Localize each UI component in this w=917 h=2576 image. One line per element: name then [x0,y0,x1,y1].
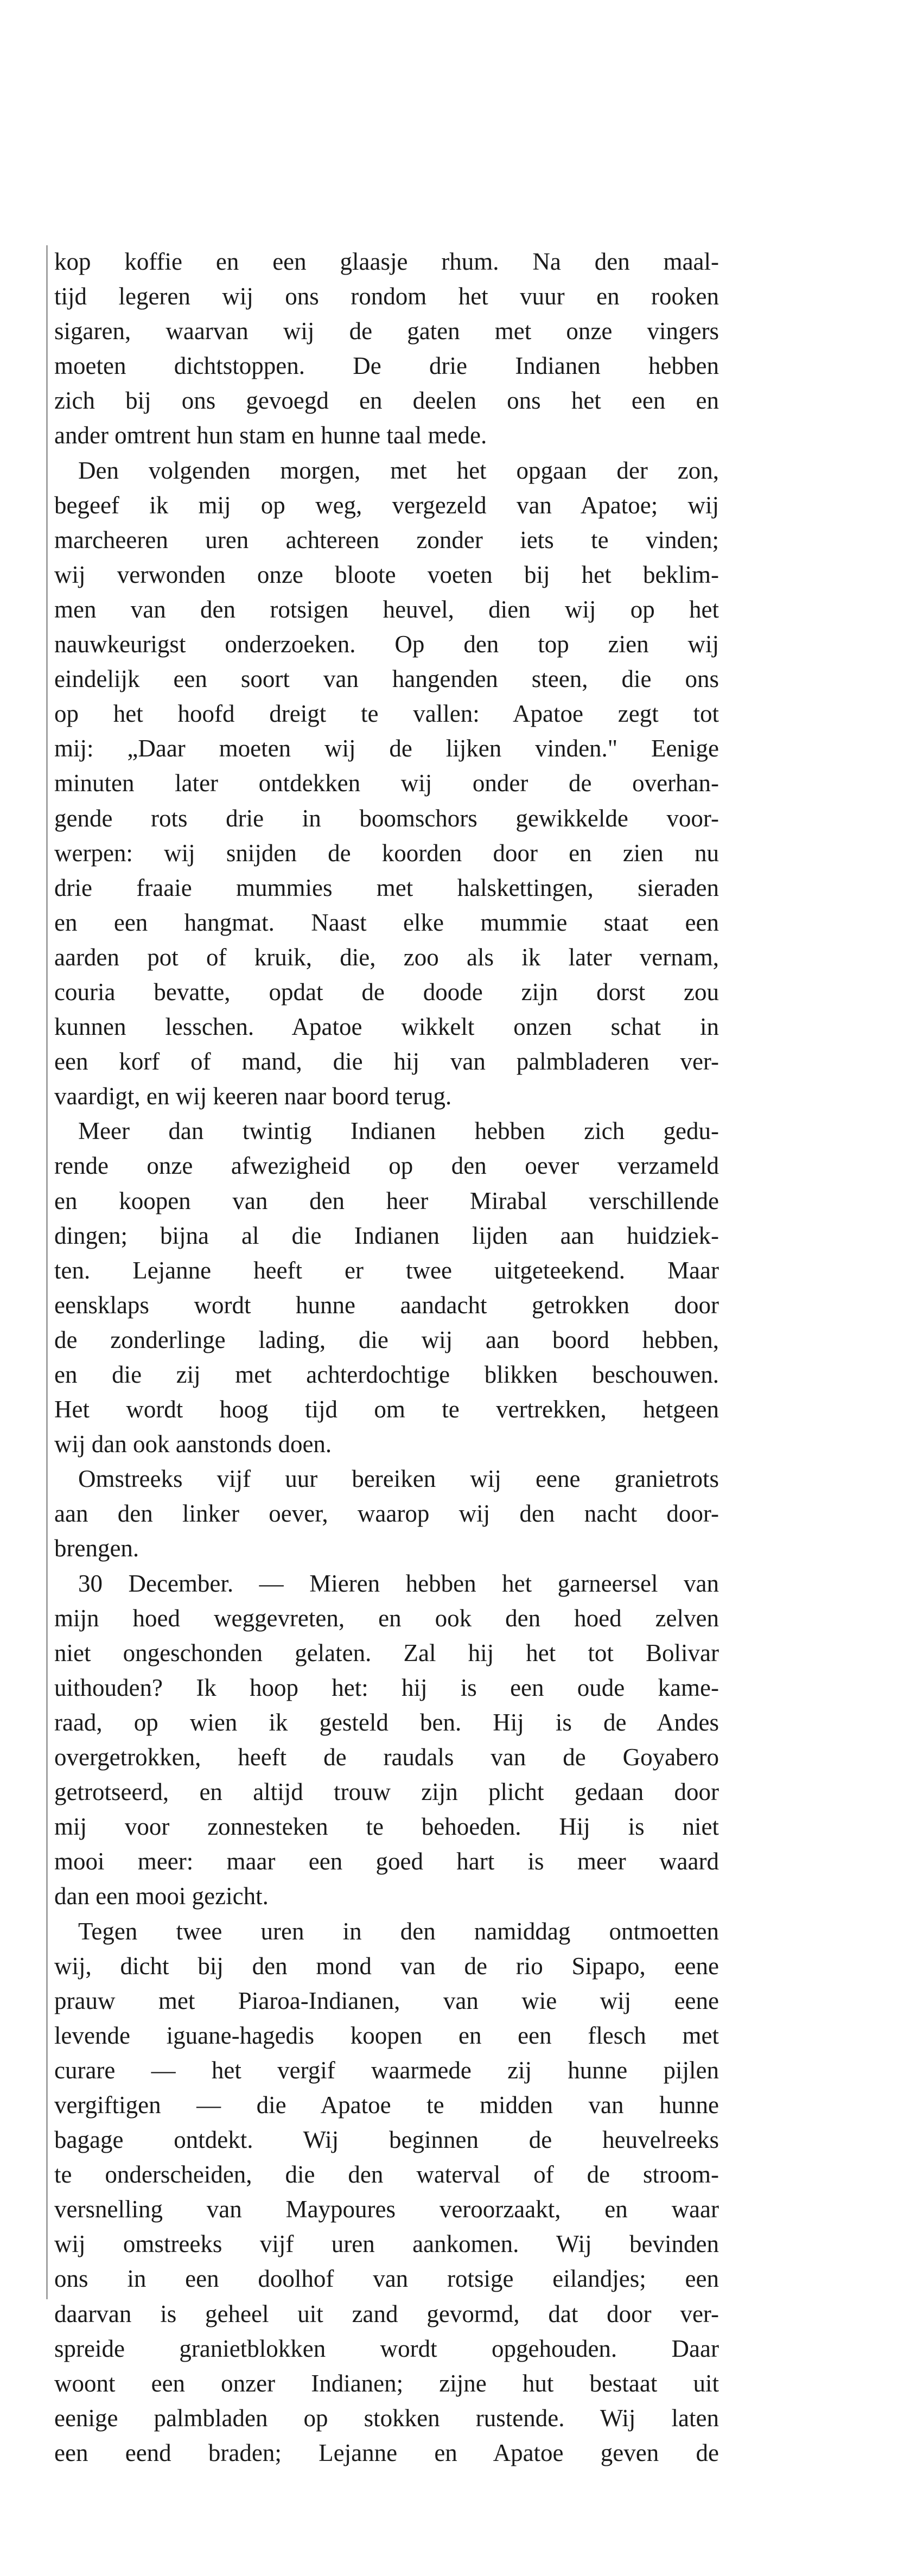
text-line: wij dan ook aanstonds doen. [54,1430,332,1458]
text-line: en die zij met achterdochtige blikken beschouwen. [54,1361,719,1388]
text-line: raad, op wien ik gesteld ben. Hij is de Andes [54,1708,719,1736]
text-line: bagage ontdekt. Wij beginnen de heuvelreeks [54,2126,719,2154]
text-line: levende iguane-hagedis koopen en een flesch met [54,2021,719,2049]
text-line: prauw met Piaroa-Indianen, van wie wij eene [54,1987,719,2014]
text-line: aarden pot of kruik, die, zoo als ik later vernam, [54,943,719,971]
text-line: eenige palmbladen op stokken rustende. Wij laten [54,2404,719,2432]
text-line: minuten later ontdekken wij onder de overhan- [54,769,719,797]
text-line: Meer dan twintig Indianen hebben zich gedu- [78,1117,719,1145]
text-line: uithouden? Ik hoop het: hij is een oude kame- [54,1674,719,1701]
text-line: gende rots drie in boomschors gewikkelde voor- [54,804,719,832]
text-line: op het hoofd dreigt te vallen: Apatoe zegt tot [54,700,719,728]
text-line: kop koffie en een glaasje rhum. Na den maal- [54,248,719,275]
text-line: moeten dichtstoppen. De drie Indianen hebben [54,352,719,380]
text-line: een korf of mand, die hij van palmbladeren ver- [54,1048,719,1076]
text-line: brengen. [54,1535,139,1562]
text-line: begeef ik mij op weg, vergezeld van Apatoe; wij [54,491,719,519]
text-line: couria bevatte, opdat de doode zijn dorst zou [54,978,719,1006]
text-line: woont een onzer Indianen; zijne hut bestaat uit [54,2369,719,2397]
text-line: marcheeren uren achtereen zonder iets te vinden; [54,526,719,554]
text-line: tijd legeren wij ons rondom het vuur en rooken [54,283,719,310]
text-line: kunnen lesschen. Apatoe wikkelt onzen schat in [54,1013,719,1041]
text-line: ander omtrent hun stam en hunne taal mede. [54,422,487,449]
text-line: Omstreeks vijf uur bereiken wij eene granietrots [78,1465,719,1493]
text-line: Den volgenden morgen, met het opgaan der zon, [78,456,719,484]
text-line: wij, dicht bij den mond van de rio Sipapo, eene [54,1952,719,1980]
text-line: te onderscheiden, die den waterval of de stroom- [54,2161,719,2189]
text-line: mij: „Daar moeten wij de lijken vinden." Eenige [54,735,719,762]
text-line: eensklaps wordt hunne aandacht getrokken door [54,1291,719,1319]
text-line: wij verwonden onze bloote voeten bij het beklim- [54,561,719,588]
text-line: dingen; bijna al die Indianen lijden aan huidziek- [54,1222,719,1249]
text-line: spreide granietblokken wordt opgehouden. Daar [54,2335,719,2362]
text-line: aan den linker oever, waarop wij den nacht door- [54,1500,719,1528]
text-line: nauwkeurigst onderzoeken. Op den top zien wij [54,631,719,658]
margin-rule [46,245,48,2299]
text-line: men van den rotsigen heuvel, dien wij op het [54,595,719,623]
text-line: en koopen van den heer Mirabal verschillende [54,1187,719,1214]
text-line: drie fraaie mummies met halskettingen, sieraden [54,874,719,901]
text-line: dan een mooi gezicht. [54,1882,269,1910]
text-line: en een hangmat. Naast elke mummie staat een [54,908,719,936]
text-line: vaardigt, en wij keeren naar boord terug. [54,1083,452,1110]
text-line: Het wordt hoog tijd om te vertrekken, hetgeen [54,1396,719,1423]
text-line: daarvan is geheel uit zand gevormd, dat door ver- [54,2300,719,2327]
text-line: ten. Lejanne heeft er twee uitgeteekend. Maar [54,1256,719,1284]
text-line: vergiftigen — die Apatoe te midden van hunne [54,2091,719,2119]
text-line: overgetrokken, heeft de raudals van de Goyabero [54,1744,719,1771]
text-line: curare — het vergif waarmede zij hunne pijlen [54,2056,719,2084]
text-line: mijn hoed weggevreten, en ook den hoed zelven [54,1604,719,1632]
text-line: wij omstreeks vijf uren aankomen. Wij bevinden [54,2230,719,2258]
text-line: versnelling van Maypoures veroorzaakt, en waar [54,2196,719,2223]
text-line: Tegen twee uren in den namiddag ontmoetten [78,1917,719,1945]
text-line: eindelijk een soort van hangenden steen, die ons [54,665,719,693]
text-line: zich bij ons gevoegd en deelen ons het een en [54,387,719,415]
text-line: een eend braden; Lejanne en Apatoe geven de [54,2439,719,2466]
text-line: sigaren, waarvan wij de gaten met onze vingers [54,317,719,345]
text-line: niet ongeschonden gelaten. Zal hij het tot Bolivar [54,1639,719,1667]
text-line: de zonderlinge lading, die wij aan boord hebben, [54,1326,719,1353]
text-line: getrotseerd, en altijd trouw zijn plicht gedaan door [54,1778,719,1806]
text-line: ons in een doolhof van rotsige eilandjes; een [54,2265,719,2293]
text-line: werpen: wij snijden de koorden door en zien nu [54,839,719,867]
text-line: mij voor zonnesteken te behoeden. Hij is niet [54,1813,719,1841]
text-line: 30 December. — Mieren hebben het garneersel van [78,1569,719,1597]
text-line: mooi meer: maar een goed hart is meer waard [54,1848,719,1875]
text-line: rende onze afwezigheid op den oever verzameld [54,1152,719,1180]
text-column [54,244,719,2470]
